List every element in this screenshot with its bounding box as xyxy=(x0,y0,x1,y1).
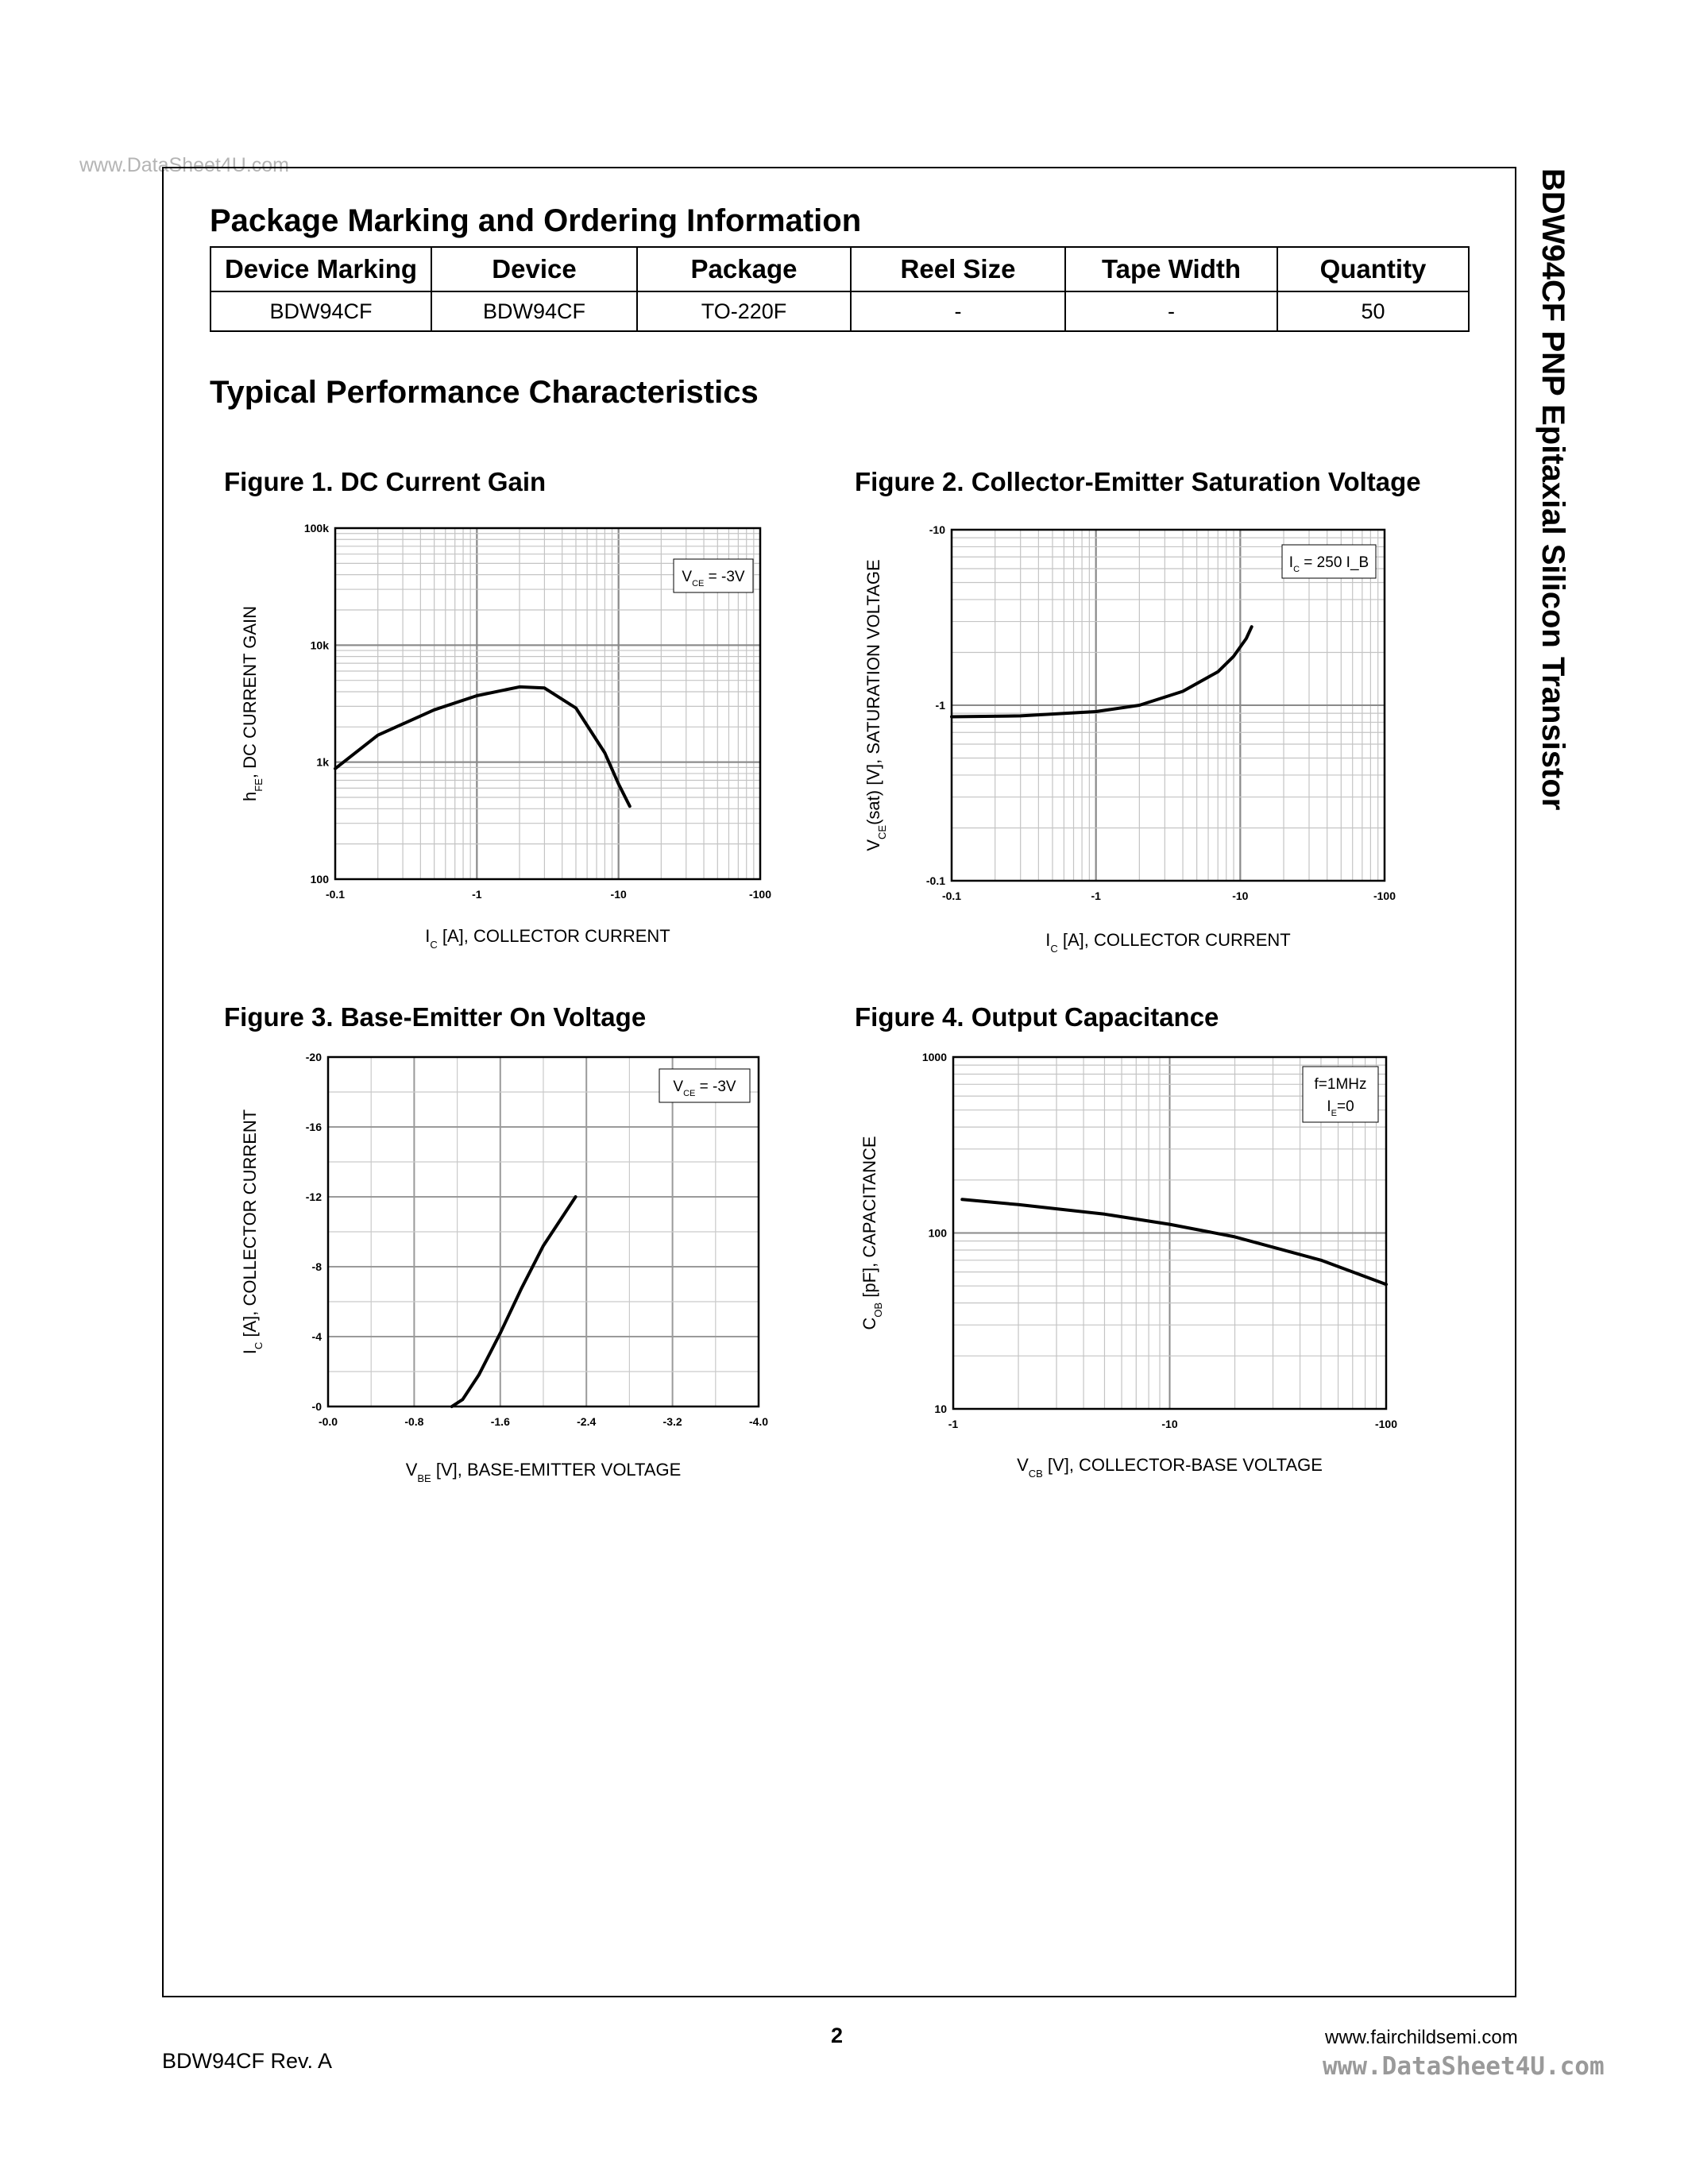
header-tape-width: Tape Width xyxy=(1065,247,1277,291)
cell-package: TO-220F xyxy=(637,291,851,331)
x-tick-label: -1 xyxy=(1091,889,1101,902)
header-device: Device xyxy=(431,247,637,291)
y-tick-label: 100 xyxy=(928,1226,947,1240)
x-axis-label: $I_C$ [A], COLLECTOR CURRENT xyxy=(425,926,670,951)
cell-quantity: 50 xyxy=(1277,291,1469,331)
watermark-top: www.DataSheet4U.com xyxy=(79,154,290,176)
y-tick-label: 10k xyxy=(310,639,329,652)
x-tick-label: -10 xyxy=(1161,1418,1178,1430)
y-tick-label: -1 xyxy=(935,699,945,712)
annotation-text: $I_C = 250$ I_B xyxy=(1288,554,1369,574)
y-tick-label: 1k xyxy=(316,755,329,769)
y-tick-label: 1000 xyxy=(921,1051,947,1063)
x-tick-label: -1 xyxy=(948,1418,959,1430)
x-tick-label: -4.0 xyxy=(748,1415,769,1428)
x-tick-label: -3.2 xyxy=(662,1415,682,1428)
figure-4-title: Figure 4. Output Capacitance xyxy=(855,1002,1219,1032)
section-title: Typical Performance Characteristics xyxy=(210,375,759,410)
annotation-text: $I_E=0$ xyxy=(1327,1098,1354,1118)
y-tick-label: -0 xyxy=(311,1400,322,1413)
figure-1-title: Figure 1. DC Current Gain xyxy=(224,467,547,496)
x-axis-label: $V_{CB}$ [V], COLLECTOR-BASE VOLTAGE xyxy=(1017,1455,1323,1480)
cell-tape-width: - xyxy=(1065,291,1277,331)
y-axis-label: $C_{OB}$ [pF], CAPACITANCE xyxy=(859,1136,884,1330)
ordering-title: Package Marking and Ordering Information xyxy=(210,203,862,238)
y-tick-label: -10 xyxy=(929,523,945,536)
y-tick-label: -4 xyxy=(311,1330,322,1343)
y-tick-label: -20 xyxy=(305,1051,322,1063)
cell-reel-size: - xyxy=(851,291,1065,331)
header-reel-size: Reel Size xyxy=(851,247,1065,291)
annotation-text: f=1MHz xyxy=(1314,1076,1367,1093)
revision-label: BDW94CF Rev. A xyxy=(162,2049,333,2073)
header-device-marking: Device Marking xyxy=(211,247,431,291)
y-tick-label: -8 xyxy=(311,1260,322,1273)
y-tick-label: -0.1 xyxy=(925,874,945,887)
side-title-text: BDW94CF PNP Epitaxial Silicon Transistor xyxy=(1535,168,1570,811)
cell-device-marking: BDW94CF xyxy=(211,291,431,331)
x-axis-label: $I_C$ [A], COLLECTOR CURRENT xyxy=(1045,930,1291,955)
y-tick-label: 10 xyxy=(934,1403,947,1415)
figure-3-title: Figure 3. Base-Emitter On Voltage xyxy=(224,1002,647,1032)
x-tick-label: -0.8 xyxy=(404,1415,424,1428)
cell-device: BDW94CF xyxy=(431,291,637,331)
x-axis-label: $V_{BE}$ [V], BASE-EMITTER VOLTAGE xyxy=(405,1460,682,1484)
header-package: Package xyxy=(637,247,851,291)
annotation-text: $V_{CE} = -3V$ xyxy=(673,1078,736,1098)
y-axis-label: $h_{FE}$, DC CURRENT GAIN xyxy=(240,605,265,802)
figure-2-title: Figure 2. Collector-Emitter Saturation Voltage xyxy=(855,467,1421,496)
header-quantity: Quantity xyxy=(1277,247,1469,291)
x-tick-label: -2.4 xyxy=(577,1415,597,1428)
y-tick-label: 100 xyxy=(310,873,329,886)
x-tick-label: -1 xyxy=(472,888,482,901)
x-tick-label: -10 xyxy=(1232,889,1249,902)
watermark-bottom: www.DataSheet4U.com xyxy=(1323,2052,1605,2081)
y-tick-label: -16 xyxy=(305,1121,322,1133)
x-tick-label: -10 xyxy=(610,888,627,901)
x-tick-label: -100 xyxy=(1374,1418,1398,1430)
website-link[interactable]: www.fairchildsemi.com xyxy=(1325,2027,1518,2048)
x-tick-label: -0.1 xyxy=(941,889,962,902)
x-tick-label: -100 xyxy=(1373,889,1396,902)
x-tick-label: -0.1 xyxy=(325,888,346,901)
page-number: 2 xyxy=(831,2024,844,2047)
y-axis-label: $I_C$ [A], COLLECTOR CURRENT xyxy=(240,1109,265,1355)
x-tick-label: -100 xyxy=(748,888,772,901)
y-tick-label: 100k xyxy=(303,522,329,534)
annotation-text: $V_{CE} = -3V$ xyxy=(682,569,745,588)
y-tick-label: -12 xyxy=(305,1190,322,1203)
x-tick-label: -0.0 xyxy=(318,1415,338,1428)
x-tick-label: -1.6 xyxy=(490,1415,510,1428)
y-axis-label: $V_{CE}(sat)$ [V], SATURATION VOLTAGE xyxy=(863,559,888,851)
